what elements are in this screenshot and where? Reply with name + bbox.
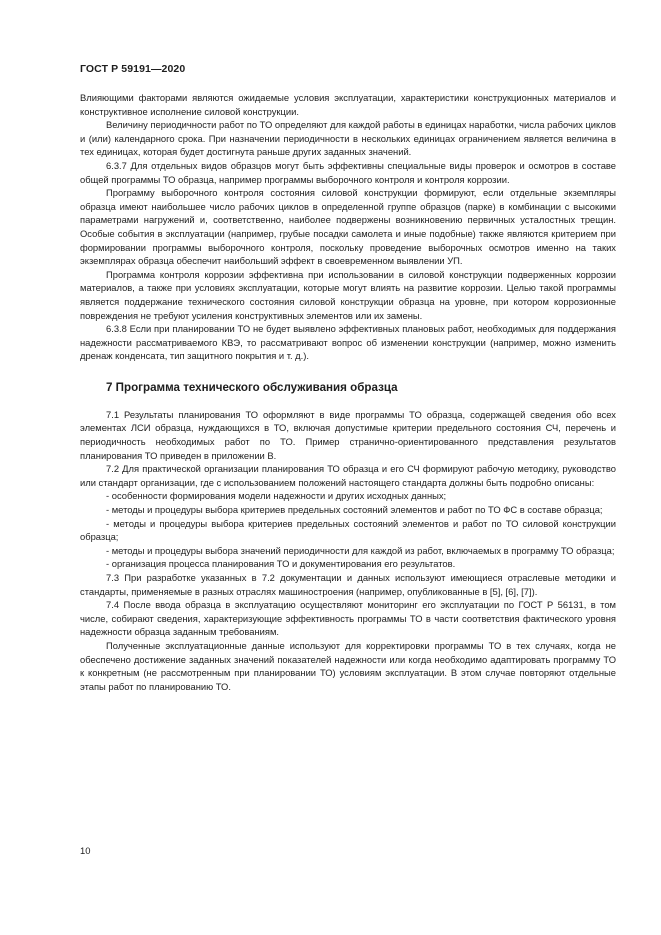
list-item: - особенности формирования модели надежности и других исходных данных; [106,490,447,502]
paragraph: Величину периодичности работ по ТО определяют для каждой работы в единицах наработки, числа рабочих циклов и (или) календарного срока. При назначении периодичности в нескольких единицах ограничением является величина в тех единицах, которая будет достигнута раньше других заданных значений. [80,119,616,158]
list-item: - организация процесса планирования ТО и документирования его результатов. [106,558,456,570]
paragraph: Программа контроля коррозии эффективна при использовании в силовой конструкции подверженных коррозии материалов, а также при условиях эксплуатации, которые могут влиять на развитие коррозии. Целью такой программы является поддержание технического состояния силовой конструкции образца на уровне, при котором коррозионные повреждения не требуют усиления конструктивных элементов или их замены. [80,268,616,321]
paragraph-7-1: 7.1 Результаты планирования ТО оформляют в виде программы ТО образца, содержащей сведения обо всех элементах ЛСИ образца, нуждающихся в ТО, включая допустимые критерии предельного состояния СЧ, перечень и периодичность необходимых работ по ТО. Пример странично-ориентированного представления результатов планирования ТО приведен в приложении В. [80,408,616,461]
list-item: - методы и процедуры выбора критериев предельных состояний элементов и работ по ТО силовой конструкции образца; [80,517,616,543]
paragraph-6-3-8: 6.3.8 Если при планировании ТО не будет выявлено эффективных плановых работ, необходимых для поддержания надежности рассматриваемого КВЭ, то рассматривают вопрос об изменении конструкции (например, можно изменить дренаж конденсата, тип защитного покрытия и т. д.). [80,323,616,362]
page-number: 10 [80,845,91,856]
paragraph-7-2: 7.2 Для практической организации планирования ТО образца и его СЧ формируют рабочую методику, руководство или стандарт организации, где с использованием положений настоящего стандарта должны быть подробно описаны: [80,463,616,488]
paragraph: Программу выборочного контроля состояния силовой конструкции формируют, если отдельные экземпляры образца имеют наибольшее число рабочих циклов в определенной группе образцов (парке) в комбинации с высокими параметрами нагружений и, соответственно, наиболее подвержены возникновению первичных усталостных трещин. Особые события в эксплуатации (например, грубые посадки самолета и иные подобные) также являются критерием при формировании программы выборочного контроля, поскольку проведение выборочных осмотров именно на таких экземплярах образца обеспечит наибольший эффект в своевременном выявлении УП. [80,187,616,267]
list-item: - методы и процедуры выбора критериев предельных состояний элементов и работ по ТО ФС в составе образца; [106,504,603,516]
paragraph-7-3: 7.3 При разработке указанных в 7.2 документации и данных используют имеющиеся отраслевые методики и стандарты, применяемые в разных отраслях машиностроения (например, опубликованные в [5], [6], [7]). [80,572,616,597]
paragraph-6-3-7: 6.3.7 Для отдельных видов образцов могут быть эффективны специальные виды проверок и осмотров в составе общей программы ТО образца, например программы выборочного контроля и контроля коррозии. [80,159,616,185]
paragraph-7-4: 7.4 После ввода образца в эксплуатацию осуществляют мониторинг его эксплуатации по ГОСТ Р 56131, в том числе, собирают сведения, характеризующие эффективность программы ТО в части соответствия фактического уровня надежности образца заданным требованиям. [80,599,616,638]
section-7-title: 7 Программа технического обслуживания образца [106,380,398,394]
paragraph: Влияющими факторами являются ожидаемые условия эксплуатации, характеристики конструкционных материалов и конструктивное исполнение силовой конструкции. [80,92,616,117]
list-item: - методы и процедуры выбора значений периодичности для каждой из работ, включаемых в программу ТО образца; [106,544,615,556]
standard-header: ГОСТ Р 59191—2020 [80,63,186,75]
document-body [80,91,616,693]
paragraph: Полученные эксплуатационные данные используют для корректировки программы ТО в тех случаях, когда не обеспечено достижение заданных значений показателей надежности или когда необходимо адаптировать программу ТО к конкретным (не рассмотренным при планировании ТО) условиям эксплуатации. В этом случае повторяют отдельные этапы работ по планированию ТО. [80,639,616,692]
